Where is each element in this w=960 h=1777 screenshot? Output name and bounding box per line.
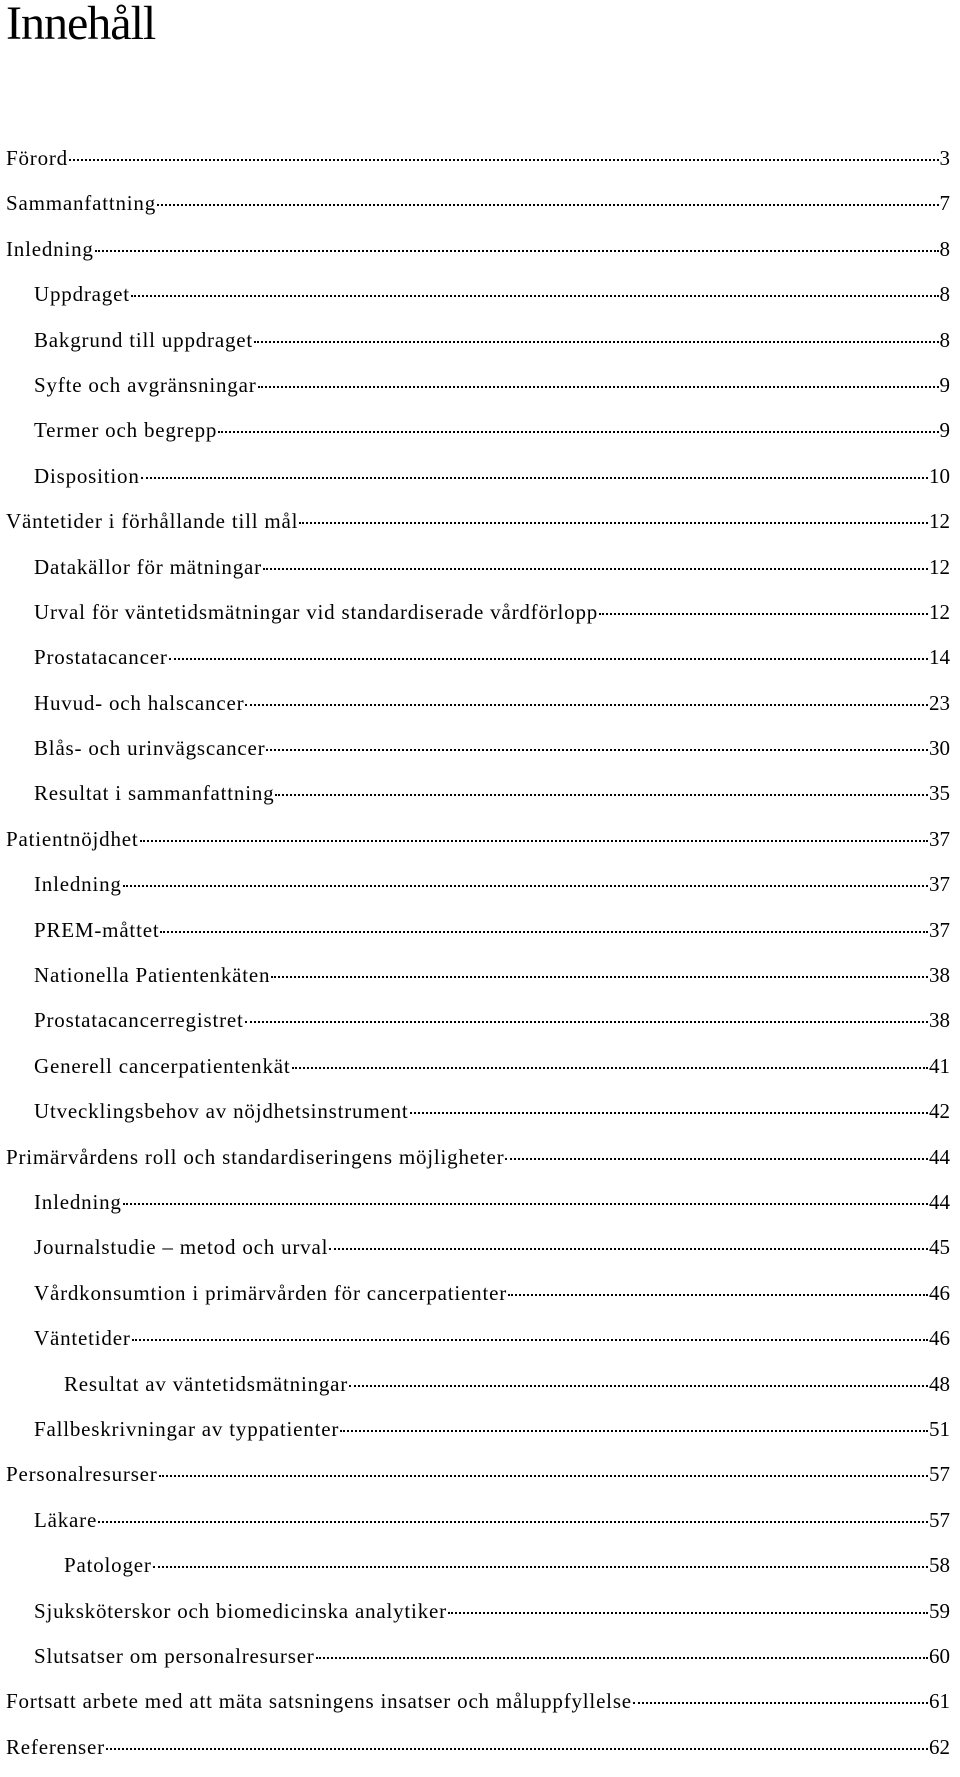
- toc-entry[interactable]: [6, 1550, 950, 1595]
- toc-entry-label: Väntetider i förhållande till mål: [6, 509, 299, 534]
- dot-leader: [508, 1293, 928, 1296]
- dot-leader: [254, 340, 938, 343]
- toc-entry[interactable]: [6, 1005, 950, 1050]
- toc-entry[interactable]: [6, 824, 950, 869]
- toc-entry[interactable]: [6, 869, 950, 914]
- toc-entry[interactable]: [6, 915, 950, 960]
- dot-leader: [349, 1384, 928, 1387]
- dot-leader: [299, 521, 928, 524]
- toc-entry-label: Utvecklingsbehov av nöjdhetsinstrument: [34, 1099, 409, 1124]
- toc-entry-label: Väntetider: [34, 1326, 131, 1351]
- toc-entry-label: Patientnöjdhet: [6, 826, 139, 851]
- toc-entry[interactable]: [6, 1596, 950, 1641]
- toc-entry[interactable]: [6, 597, 950, 642]
- toc-entry[interactable]: [6, 733, 950, 778]
- toc-entry[interactable]: [6, 1369, 950, 1414]
- dot-leader: [258, 385, 939, 388]
- dot-leader: [245, 703, 928, 706]
- toc-entry-page-number: 42: [929, 1099, 950, 1124]
- toc-entry-page-number: 61: [929, 1689, 950, 1714]
- toc-entry-label: Datakällor för mätningar: [34, 554, 262, 579]
- toc-entry-page-number: 12: [929, 509, 950, 534]
- dot-leader: [157, 203, 938, 206]
- toc-entry-page-number: 41: [929, 1053, 950, 1078]
- toc-entry-label: Disposition: [34, 463, 140, 488]
- dot-leader: [95, 249, 939, 252]
- dot-leader: [69, 158, 939, 161]
- dot-leader: [271, 975, 928, 978]
- toc-entry[interactable]: [6, 143, 950, 188]
- dot-leader: [141, 476, 928, 479]
- toc-entry-label: Fortsatt arbete med att mäta satsningens insatser och måluppfyllelse: [6, 1689, 632, 1714]
- toc-entry-page-number: 59: [929, 1598, 950, 1623]
- toc-entry-label: Läkare: [34, 1507, 98, 1532]
- dot-leader: [410, 1111, 928, 1114]
- toc-entry[interactable]: [6, 234, 950, 279]
- toc-entry-page-number: 23: [929, 690, 950, 715]
- toc-entry-label: Förord: [6, 146, 68, 170]
- toc-entry-label: Referenser: [6, 1734, 105, 1759]
- toc-entry-page-number: 51: [929, 1416, 950, 1441]
- toc-entry[interactable]: [6, 552, 950, 597]
- dot-leader: [123, 1202, 928, 1205]
- toc-entry[interactable]: [6, 506, 950, 551]
- dot-leader: [599, 612, 928, 615]
- dot-leader: [263, 567, 928, 570]
- toc-entry[interactable]: [6, 688, 950, 733]
- toc-entry-label: Fallbeskrivningar av typpatienter: [34, 1416, 340, 1441]
- toc-entry[interactable]: [6, 1323, 950, 1368]
- dot-leader: [329, 1247, 928, 1250]
- toc-entry-label: Inledning: [34, 872, 122, 897]
- dot-leader: [131, 294, 939, 297]
- dot-leader: [266, 748, 928, 751]
- dot-leader: [169, 657, 928, 660]
- toc-entry-label: Syfte och avgränsningar: [34, 372, 257, 397]
- toc-entry-label: Huvud- och halscancer: [34, 690, 245, 715]
- toc-entry[interactable]: [6, 279, 950, 324]
- toc-entry-label: Uppdraget: [34, 282, 130, 307]
- toc-entry[interactable]: [6, 960, 950, 1005]
- toc-entry-page-number: 44: [929, 1189, 950, 1214]
- dot-leader: [275, 793, 928, 796]
- dot-leader: [132, 1338, 928, 1341]
- toc-entry-label: Resultat i sammanfattning: [34, 781, 275, 806]
- toc-entry-page-number: 60: [929, 1643, 950, 1668]
- dot-leader: [98, 1520, 928, 1523]
- dot-leader: [160, 930, 928, 933]
- dot-leader: [505, 1157, 928, 1160]
- dot-leader: [292, 1066, 928, 1069]
- toc-entry[interactable]: [6, 642, 950, 687]
- dot-leader: [140, 839, 928, 842]
- toc-entry-label: PREM-måttet: [34, 917, 160, 942]
- toc-entry-label: Journalstudie – metod och urval: [34, 1235, 329, 1260]
- toc-entry-page-number: 10: [929, 463, 950, 488]
- dot-leader: [106, 1747, 928, 1750]
- toc-entry[interactable]: [6, 1187, 950, 1232]
- toc-entry[interactable]: [6, 778, 950, 823]
- toc-entry-page-number: 38: [929, 1008, 950, 1033]
- toc-entry-label: Termer och begrepp: [34, 418, 218, 443]
- toc-entry-page-number: 8: [939, 282, 950, 307]
- toc-entry-label: Bakgrund till uppdraget: [34, 327, 254, 352]
- toc-entry-page-number: 58: [929, 1553, 950, 1578]
- toc-entry-label: Nationella Patientenkäten: [34, 963, 271, 988]
- toc-entry-label: Patologer: [64, 1553, 152, 1578]
- toc-entry[interactable]: [6, 1459, 950, 1504]
- toc-entry-page-number: 30: [929, 736, 950, 761]
- toc-entry[interactable]: [6, 1096, 950, 1141]
- toc-entry-label: Resultat av väntetidsmätningar: [64, 1371, 349, 1396]
- toc-entry[interactable]: [6, 1051, 950, 1096]
- toc-entry-label: Inledning: [34, 1189, 122, 1214]
- toc-entry-page-number: 46: [929, 1326, 950, 1351]
- toc-entry[interactable]: [6, 415, 950, 460]
- toc-entry[interactable]: [6, 370, 950, 415]
- toc-entry[interactable]: [6, 461, 950, 506]
- toc-entry[interactable]: [6, 1732, 950, 1777]
- toc-entry-label: Slutsatser om personalresurser: [34, 1643, 315, 1668]
- toc-entry[interactable]: [6, 1142, 950, 1187]
- toc-entry-page-number: 12: [929, 554, 950, 579]
- toc-entry-page-number: 57: [929, 1507, 950, 1532]
- toc-entry-page-number: 45: [929, 1235, 950, 1260]
- toc-entry-page-number: 7: [939, 191, 950, 216]
- toc-entry-page-number: 9: [939, 372, 950, 397]
- dot-leader: [159, 1474, 928, 1477]
- toc-entry-page-number: 8: [939, 236, 950, 261]
- toc-entry[interactable]: [6, 1505, 950, 1550]
- toc-entry-label: Vårdkonsumtion i primärvården för cancerpatienter: [34, 1280, 508, 1305]
- toc-entry-page-number: 3: [939, 146, 950, 170]
- toc-entry-label: Sammanfattning: [6, 191, 157, 216]
- toc-entry-label: Urval för väntetidsmätningar vid standardiserade vårdförlopp: [34, 599, 599, 624]
- toc-entry-label: Generell cancerpatientenkät: [34, 1053, 291, 1078]
- toc-entry-page-number: 46: [929, 1280, 950, 1305]
- dot-leader: [316, 1656, 928, 1659]
- toc-entry[interactable]: [6, 188, 950, 233]
- toc-entry-page-number: 38: [929, 963, 950, 988]
- dot-leader: [245, 1020, 928, 1023]
- toc-entry-label: Prostatacancerregistret: [34, 1008, 244, 1033]
- toc-entry-label: Prostatacancer: [34, 645, 168, 670]
- toc-entry-page-number: 35: [929, 781, 950, 806]
- dot-leader: [123, 884, 928, 887]
- toc-entry[interactable]: [6, 325, 950, 370]
- toc-entry-label: Primärvårdens roll och standardiseringens möjligheter: [6, 1144, 505, 1169]
- dot-leader: [633, 1701, 928, 1704]
- toc-entry-label: Blås- och urinvägscancer: [34, 736, 266, 761]
- dot-leader: [448, 1611, 928, 1614]
- dot-leader: [218, 430, 938, 433]
- toc-entry[interactable]: [6, 1414, 950, 1459]
- toc-entry-page-number: 37: [929, 917, 950, 942]
- toc-entry-page-number: 37: [929, 826, 950, 851]
- toc-entry-page-number: 57: [929, 1462, 950, 1487]
- toc-entry-label: Personalresurser: [6, 1462, 158, 1487]
- table-of-contents: [6, 143, 950, 1777]
- toc-entry-page-number: 14: [929, 645, 950, 670]
- dot-leader: [340, 1429, 928, 1432]
- toc-entry[interactable]: [6, 1686, 950, 1731]
- toc-entry-label: Inledning: [6, 236, 94, 261]
- toc-entry-page-number: 8: [939, 327, 950, 352]
- toc-entry-label: Sjuksköterskor och biomedicinska analytiker: [34, 1598, 447, 1623]
- page-title: Innehåll: [6, 0, 156, 50]
- toc-entry-page-number: 44: [929, 1144, 950, 1169]
- toc-entry[interactable]: [6, 1232, 950, 1277]
- toc-entry[interactable]: [6, 1278, 950, 1323]
- toc-entry[interactable]: [6, 1641, 950, 1686]
- toc-entry-page-number: 37: [929, 872, 950, 897]
- toc-entry-page-number: 12: [929, 599, 950, 624]
- toc-entry-page-number: 62: [929, 1734, 950, 1759]
- dot-leader: [153, 1565, 928, 1568]
- toc-entry-page-number: 9: [939, 418, 950, 443]
- toc-entry-page-number: 48: [929, 1371, 950, 1396]
